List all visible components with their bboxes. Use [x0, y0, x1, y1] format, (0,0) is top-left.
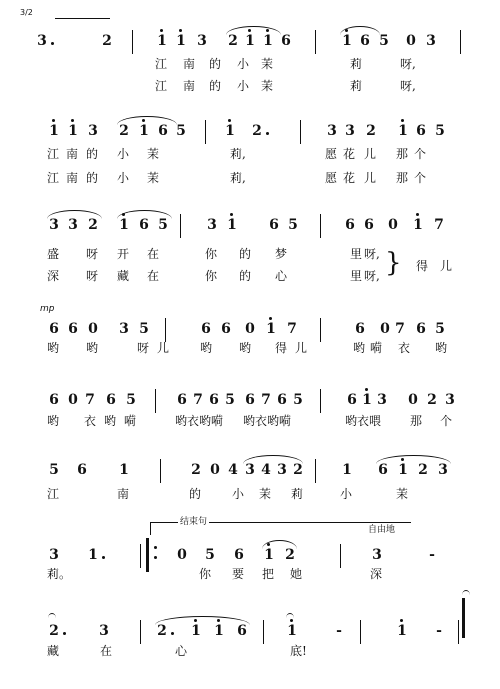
fermata — [48, 613, 56, 618]
barline — [155, 389, 156, 413]
note: 6 — [347, 392, 357, 408]
note: 5 — [435, 123, 445, 139]
lyric: 哟 — [104, 414, 117, 428]
barline — [160, 459, 161, 483]
lyric: 花 — [343, 147, 356, 161]
note: 6 — [177, 392, 187, 408]
lyric-de: 得 — [415, 259, 428, 273]
note: 6 — [360, 33, 370, 49]
barline — [300, 120, 301, 144]
lyric: 藏 — [47, 644, 60, 658]
lyric: 那 — [396, 171, 409, 185]
lyric: 开 — [117, 247, 130, 261]
lyric: 哟 — [47, 341, 60, 355]
barline — [165, 318, 166, 342]
note: 1 — [88, 547, 98, 563]
barline — [205, 120, 206, 144]
note: 6 — [49, 392, 59, 408]
barline — [140, 620, 141, 644]
lyric: 小 — [117, 147, 130, 161]
note: 1 — [49, 123, 59, 139]
note: 0 — [380, 321, 390, 337]
note: - — [429, 547, 435, 563]
tempo-freely: 自由地 — [368, 525, 396, 535]
lyric: 呀 — [86, 269, 99, 283]
lyric: 哟衣喂 — [345, 414, 382, 428]
lyrics-brace: } — [385, 248, 402, 278]
note: 6 — [49, 321, 59, 337]
lyric: 儿 — [157, 341, 170, 355]
barline — [460, 30, 461, 54]
octave-dot — [228, 119, 231, 122]
note: 1 — [139, 123, 149, 139]
lyric: 小 — [232, 487, 245, 501]
note: - — [436, 623, 442, 639]
note: 1 — [398, 123, 408, 139]
fermata — [286, 613, 294, 618]
lyric: 梦 — [275, 247, 288, 261]
lyric: 呀, — [364, 247, 380, 261]
lyric: 里 — [350, 269, 363, 283]
lyric: 她 — [290, 567, 303, 581]
barline — [320, 389, 321, 413]
lyric: 哟衣哟嗬 — [243, 414, 292, 428]
lyric: 茉 — [147, 171, 160, 185]
note: 1 — [362, 392, 372, 408]
lyric: 那 — [396, 147, 409, 161]
header-line — [55, 18, 110, 19]
lyric: 的 — [239, 247, 252, 261]
note: 6 — [139, 217, 149, 233]
repeat-dot — [154, 556, 157, 559]
lyric: 莉 — [350, 57, 363, 71]
barline — [180, 214, 181, 238]
note: 5 — [158, 217, 168, 233]
lyric: 莉, — [230, 171, 246, 185]
lyric: 得 — [275, 341, 288, 355]
lyric: 愿 — [325, 147, 338, 161]
note: 1 — [397, 623, 407, 639]
lyric: 莉, — [230, 147, 246, 161]
note: 2 — [157, 623, 167, 639]
note: 0 — [245, 321, 255, 337]
note: 6 — [345, 217, 355, 233]
lyric: 盛 — [47, 247, 60, 261]
augmentation-dot — [63, 632, 66, 635]
barline — [132, 30, 133, 54]
barline — [315, 30, 316, 54]
lyric: 花 — [343, 171, 356, 185]
note: 1 — [413, 217, 423, 233]
note: 1 — [225, 123, 235, 139]
note: 1 — [227, 217, 237, 233]
note: 6 — [416, 321, 426, 337]
note: 6 — [221, 321, 231, 337]
octave-dot — [230, 213, 233, 216]
lyric: 南 — [183, 57, 196, 71]
lyric: 藏 — [117, 269, 130, 283]
barline — [263, 620, 264, 644]
lyric: 哟 — [200, 341, 213, 355]
lyric: 哟 — [435, 341, 448, 355]
lyric: 把 — [262, 567, 275, 581]
lyric: 哟 — [47, 414, 60, 428]
lyric: 的 — [86, 147, 99, 161]
note: 2 — [102, 33, 112, 49]
note: 0 — [177, 547, 187, 563]
augmentation-dot — [102, 556, 105, 559]
note: 6 — [269, 217, 279, 233]
note: 2 — [293, 462, 303, 478]
lyric: 嗬 — [370, 341, 383, 355]
lyric: 茉 — [396, 487, 409, 501]
note: 6 — [209, 392, 219, 408]
lyric: 呀 — [86, 247, 99, 261]
note: 3 — [277, 462, 287, 478]
note: 4 — [261, 462, 271, 478]
note: 3 — [345, 123, 355, 139]
lyric: 茉 — [147, 147, 160, 161]
note: 2 — [191, 462, 201, 478]
note: 2 — [427, 392, 437, 408]
lyric: 的 — [209, 79, 222, 93]
octave-dot — [365, 388, 368, 391]
note: 3 — [377, 392, 387, 408]
lyric: 小 — [117, 171, 130, 185]
note: 6 — [364, 217, 374, 233]
dynamics-mp: mp — [40, 304, 55, 314]
lyric: 茉 — [259, 487, 272, 501]
note: 6 — [237, 623, 247, 639]
note: 2 — [418, 462, 428, 478]
barline — [320, 318, 321, 342]
note: 1 — [119, 217, 129, 233]
lyric-er: 儿 — [439, 259, 452, 273]
final-barline — [462, 598, 465, 638]
lyric: 的 — [239, 269, 252, 283]
lyric: 江 — [47, 171, 60, 185]
lyric: 深 — [370, 567, 383, 581]
note: 5 — [139, 321, 149, 337]
note: 3 — [426, 33, 436, 49]
note: 3 — [245, 462, 255, 478]
lyric: 江 — [47, 147, 60, 161]
lyric: 要 — [232, 567, 245, 581]
note: 6 — [378, 462, 388, 478]
note: 4 — [228, 462, 238, 478]
lyric: 小 — [340, 487, 353, 501]
note: 7 — [395, 321, 405, 337]
octave-dot — [248, 29, 251, 32]
octave-dot — [52, 119, 55, 122]
note: 3 — [37, 33, 47, 49]
lyric: 个 — [414, 171, 427, 185]
note: 6 — [234, 547, 244, 563]
barline — [340, 544, 341, 568]
lyric: 在 — [147, 247, 160, 261]
lyric: 莉 — [350, 79, 363, 93]
lyric: 呀 — [137, 341, 150, 355]
note: 3 — [445, 392, 455, 408]
octave-dot — [71, 119, 74, 122]
note: 0 — [210, 462, 220, 478]
note: 5 — [288, 217, 298, 233]
lyric: 呀, — [400, 57, 416, 71]
octave-dot — [122, 213, 125, 216]
note: 3 — [327, 123, 337, 139]
lyric: 底! — [290, 644, 307, 658]
note: 5 — [49, 462, 59, 478]
lyric: 江 — [47, 487, 60, 501]
lyric: 心 — [175, 644, 188, 658]
note: 1 — [214, 623, 224, 639]
note: 2 — [88, 217, 98, 233]
lyric: 的 — [86, 171, 99, 185]
note: 7 — [434, 217, 444, 233]
note: 5 — [176, 123, 186, 139]
lyric: 哟 — [353, 341, 366, 355]
lyric: 哟 — [86, 341, 99, 355]
lyric: 心 — [275, 269, 288, 283]
octave-dot — [345, 29, 348, 32]
lyric: 南 — [66, 147, 79, 161]
note: 6 — [277, 392, 287, 408]
note: 2 — [366, 123, 376, 139]
note: 3 — [119, 321, 129, 337]
lyric: 你 — [205, 269, 218, 283]
lyric: 你 — [199, 567, 212, 581]
octave-dot — [194, 619, 197, 622]
octave-dot — [400, 619, 403, 622]
note: 5 — [379, 33, 389, 49]
barline — [320, 214, 321, 238]
octave-dot — [160, 29, 163, 32]
octave-dot — [401, 119, 404, 122]
lyric: 呀, — [364, 269, 380, 283]
note: 2 — [49, 623, 59, 639]
note: 0 — [68, 392, 78, 408]
lyric: 茉 — [261, 79, 274, 93]
lyric: 嗬 — [124, 414, 137, 428]
note: 3 — [68, 217, 78, 233]
lyric: 个 — [414, 147, 427, 161]
lyric: 你 — [205, 247, 218, 261]
lyric: 小 — [237, 57, 250, 71]
octave-dot — [142, 119, 145, 122]
octave-dot — [179, 29, 182, 32]
lyric: 哟 — [239, 341, 252, 355]
lyric: 儿 — [295, 341, 308, 355]
note: 1 — [264, 547, 274, 563]
lyric: 呀, — [400, 79, 416, 93]
octave-dot — [266, 29, 269, 32]
note: 3 — [207, 217, 217, 233]
repeat-barline — [146, 538, 149, 572]
note: 5 — [435, 321, 445, 337]
barline — [360, 620, 361, 644]
lyric: 衣 — [84, 414, 97, 428]
note: 7 — [85, 392, 95, 408]
ending-label: 结束句 — [180, 517, 208, 527]
note: 1 — [119, 462, 129, 478]
note: 1 — [266, 321, 276, 337]
octave-dot — [269, 317, 272, 320]
lyric: 愿 — [325, 171, 338, 185]
lyric: 在 — [147, 269, 160, 283]
note: 1 — [176, 33, 186, 49]
lyric: 南 — [117, 487, 130, 501]
augmentation-dot — [171, 632, 174, 635]
note: 3 — [49, 217, 59, 233]
note: 3 — [49, 547, 59, 563]
key-mark: 3/2 — [20, 8, 33, 17]
note: - — [336, 623, 342, 639]
note: 2 — [119, 123, 129, 139]
note: 6 — [355, 321, 365, 337]
note: 1 — [287, 623, 297, 639]
lyric: 衣 — [398, 341, 411, 355]
note: 1 — [68, 123, 78, 139]
note: 3 — [372, 547, 382, 563]
lyric: 在 — [100, 644, 113, 658]
note: 6 — [158, 123, 168, 139]
lyric: 儿 — [364, 147, 377, 161]
note: 5 — [205, 547, 215, 563]
note: 0 — [88, 321, 98, 337]
barline — [458, 620, 459, 644]
octave-dot — [267, 543, 270, 546]
note: 2 — [252, 123, 262, 139]
note: 5 — [293, 392, 303, 408]
lyric: 江 — [155, 79, 168, 93]
lyric: 里 — [350, 247, 363, 261]
note: 3 — [88, 123, 98, 139]
note: 1 — [342, 462, 352, 478]
note: 7 — [287, 321, 297, 337]
lyric: 深 — [47, 269, 60, 283]
octave-dot — [290, 619, 293, 622]
lyric: 的 — [189, 487, 202, 501]
note: 6 — [77, 462, 87, 478]
note: 0 — [408, 392, 418, 408]
augmentation-dot — [51, 42, 54, 45]
note: 6 — [201, 321, 211, 337]
lyric: 哟衣哟嗬 — [175, 414, 224, 428]
note: 2 — [228, 33, 238, 49]
barline — [315, 459, 316, 483]
octave-dot — [416, 213, 419, 216]
note: 1 — [398, 462, 408, 478]
lyric: 那 — [410, 414, 423, 428]
note: 0 — [388, 217, 398, 233]
lyric: 的 — [209, 57, 222, 71]
note: 1 — [157, 33, 167, 49]
note: 1 — [263, 33, 273, 49]
lyric: 南 — [183, 79, 196, 93]
note: 2 — [285, 547, 295, 563]
lyric: 个 — [440, 414, 453, 428]
octave-dot — [217, 619, 220, 622]
repeat-dot — [154, 546, 157, 549]
augmentation-dot — [266, 132, 269, 135]
lyric: 小 — [237, 79, 250, 93]
note: 5 — [225, 392, 235, 408]
note: 6 — [68, 321, 78, 337]
note: 6 — [416, 123, 426, 139]
note: 6 — [106, 392, 116, 408]
note: 6 — [281, 33, 291, 49]
note: 3 — [99, 623, 109, 639]
octave-dot — [401, 458, 404, 461]
note: 7 — [261, 392, 271, 408]
note: 1 — [245, 33, 255, 49]
note: 3 — [197, 33, 207, 49]
note: 7 — [193, 392, 203, 408]
lyric: 茉 — [261, 57, 274, 71]
lyric: 南 — [66, 171, 79, 185]
note: 6 — [245, 392, 255, 408]
barline — [140, 544, 141, 568]
note: 1 — [342, 33, 352, 49]
note: 3 — [438, 462, 448, 478]
lyric: 江 — [155, 57, 168, 71]
lyric: 莉 — [291, 487, 304, 501]
fermata — [462, 590, 470, 595]
note: 1 — [191, 623, 201, 639]
note: 5 — [126, 392, 136, 408]
lyric: 儿 — [364, 171, 377, 185]
lyric: 莉。 — [47, 567, 72, 581]
note: 0 — [406, 33, 416, 49]
